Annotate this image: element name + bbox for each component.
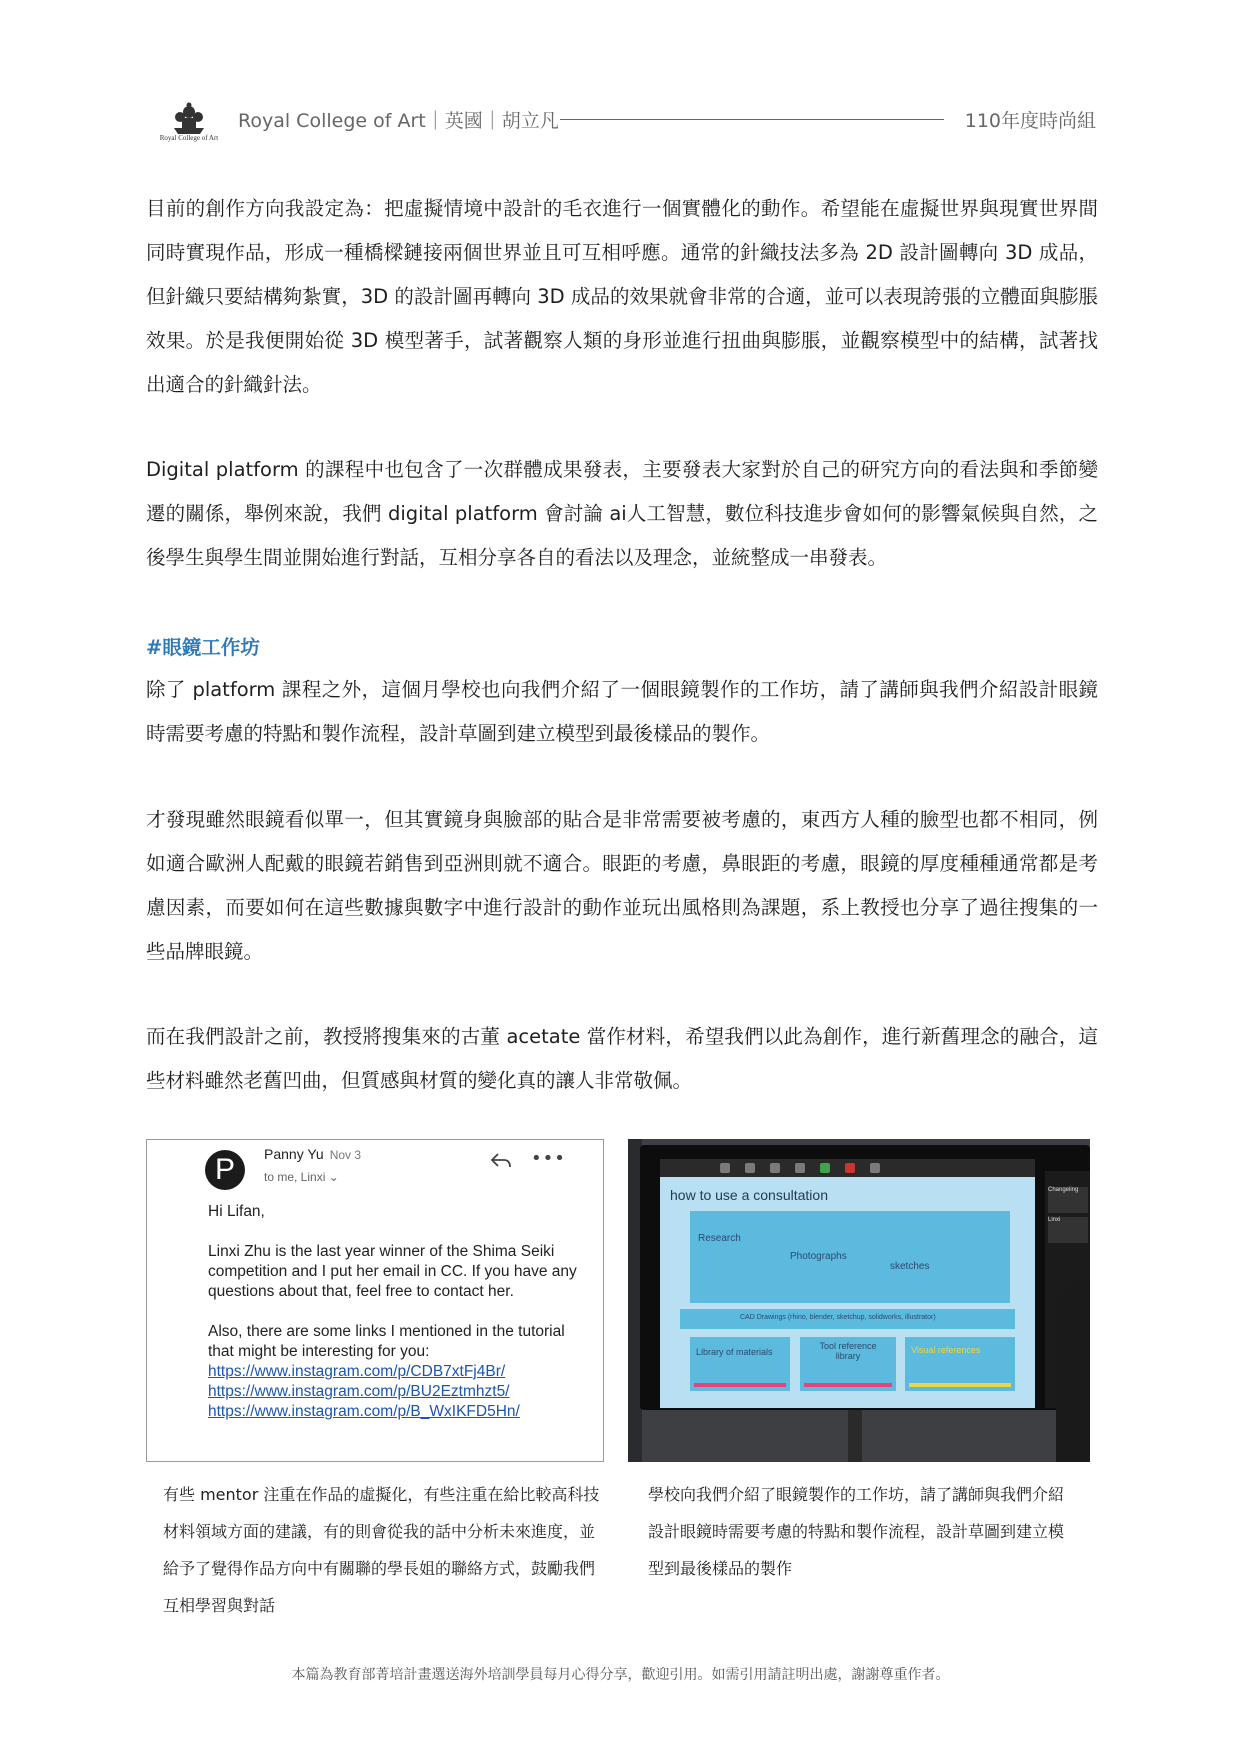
share-screen-icon <box>820 1163 830 1173</box>
slide-label-visual: Visual references <box>911 1345 981 1355</box>
paragraph-text: 才發現雖然眼鏡看似單一，但其實鏡身與臉部的貼合是非常需要被考慮的，東西方人種的臉型也都不相同，例如適合歐洲人配戴的眼鏡若銷售到亞洲則就不適合。眼距的考慮，鼻眼距的考慮，眼鏡的厚度種種通常都是考慮因素，而要如何在這些數據與數字中進行設計的動作並玩出風格則為課題，系上教授也分享了過往搜集的一些品牌眼鏡。 <box>146 808 1098 963</box>
email-recipients: to me, Linxi ⌄ <box>264 1170 339 1184</box>
toolbar-icon <box>770 1163 780 1173</box>
email-body <box>208 1202 578 1422</box>
reply-icon <box>489 1150 513 1172</box>
page-footer: 本篇為教育部菁培計畫選送海外培訓學員每月心得分享，歡迎引用。如需引用請註明出處，謝謝尊重作者。 <box>291 1667 950 1683</box>
email-paragraph-2: Also, there are some links I mentioned in the tutorial that might be interesting for you: <box>208 1323 565 1360</box>
slide-label-research: Research <box>698 1233 741 1244</box>
slide-bar <box>804 1383 892 1387</box>
email-screenshot <box>146 1139 604 1462</box>
paragraph-4 <box>146 798 1098 974</box>
caption-left: 有些 mentor 注重在作品的虛擬化，有些注重在給比較高科技材料領域方面的建議，有的則會從我的話中分析未來進度，並給予了覺得作品方向中有關聯的學長姐的聯絡方式，鼓勵我們互相學習與對話 <box>163 1485 600 1615</box>
paragraph-text: 目前的創作方向我設定為：把虛擬情境中設計的毛衣進行一個實體化的動作。希望能在虛擬世界與現實世界間同時實現作品，形成一種橋樑鏈接兩個世界並且可互相呼應。通常的針織技法多為 2D 設計圖轉向 3D 成品，但針織只要結構夠紮實，3D 的設計圖再轉向 3D 成品的效果就會非常的合適，並可以表現誇張的立體面與膨脹效果。於是我便開始從 3D 模型著手，試著觀察人類的身形並進行扭曲與膨脹，並觀察模型中的結構，試著找出適合的針織針法。 <box>146 197 1098 396</box>
slide-bar <box>909 1383 1011 1387</box>
consultation-photo <box>628 1139 1090 1462</box>
paragraph-2 <box>146 448 1098 580</box>
more-options-icon: ••• <box>531 1148 566 1169</box>
section-heading: #眼鏡工作坊 <box>146 636 260 659</box>
slide-label-tool: Tool reference library <box>819 1341 877 1361</box>
slide-box-library <box>690 1337 790 1391</box>
slide-box-cad <box>680 1309 1015 1329</box>
sender-name: Panny Yu <box>264 1146 324 1162</box>
presentation-slide <box>660 1177 1035 1408</box>
header-divider <box>560 119 944 120</box>
toolbar-icon <box>870 1163 880 1173</box>
slide-label-photographs: Photographs <box>790 1251 847 1262</box>
slide-label-cad: CAD Drawings (rhino, blender, sketchup, solidworks, illustrator) <box>740 1314 936 1321</box>
slide-title: how to use a consultation <box>670 1187 828 1203</box>
toolbar-icon <box>745 1163 755 1173</box>
toolbar-icon <box>720 1163 730 1173</box>
slide-label-library: Library of materials <box>696 1347 773 1357</box>
email-link: https://www.instagram.com/p/CDB7xtFj4Br/ <box>208 1363 506 1380</box>
paragraph-3 <box>146 668 1098 756</box>
paragraph-5 <box>146 1015 1098 1103</box>
participant-tile: Changeling <box>1048 1187 1088 1213</box>
paragraph-text: 而在我們設計之前，教授將搜集來的古董 acetate 當作材料，希望我們以此為創作，進行新舊理念的融合，這些材料雖然老舊凹曲，但質感與材質的變化真的讓人非常敬佩。 <box>146 1025 1098 1092</box>
monitor-frame <box>640 1145 1090 1410</box>
email-sender <box>264 1146 361 1162</box>
record-icon <box>845 1163 855 1173</box>
paragraph-1 <box>146 187 1098 407</box>
logo-caption: Royal College of Art <box>159 134 219 142</box>
header-title: Royal College of Art｜英國｜胡立凡 <box>238 110 559 132</box>
paragraph-text: Digital platform 的課程中也包含了一次群體成果發表，主要發表大家對於自己的研究方向的看法與和季節變遷的關係，舉例來說，我們 digital platform 會討論 ai人工智慧，數位科技進步會如何的影響氣候與自然，之後學生與學生間並開始進行對話，互相分享各自的看法以及理念，並統整成一串發表。 <box>146 458 1098 569</box>
email-greeting: Hi Lifan, <box>208 1203 265 1220</box>
sender-avatar: P <box>205 1150 245 1190</box>
email-link: https://www.instagram.com/p/BU2Eztmhzt5/ <box>208 1383 510 1400</box>
email-links <box>208 1362 578 1422</box>
slide-box-visual <box>905 1337 1015 1391</box>
header-category: 110年度時尚組 <box>964 110 1096 132</box>
monitor-stand <box>848 1410 862 1462</box>
slide-label-sketches: sketches <box>890 1261 930 1272</box>
slide-box-top <box>690 1211 1010 1303</box>
email-date: Nov 3 <box>329 1148 362 1162</box>
person-silhouette <box>1056 1279 1090 1462</box>
paragraph-text: 除了 platform 課程之外，這個月學校也向我們介紹了一個眼鏡製作的工作坊，請了講師與我們介紹設計眼鏡時需要考慮的特點和製作流程，設計草圖到建立模型到最後樣品的製作。 <box>146 678 1098 745</box>
zoom-toolbar <box>660 1159 1035 1177</box>
slide-box-tool <box>800 1337 896 1391</box>
slide-bar <box>694 1383 786 1387</box>
caption-right: 學校向我們介紹了眼鏡製作的工作坊，請了講師與我們介紹設計眼鏡時需要考慮的特點和製作流程，設計草圖到建立模型到最後樣品的製作 <box>648 1485 1065 1578</box>
email-paragraph-1: Linxi Zhu is the last year winner of the Shima Seiki competition and I put her email in CC. If you have any questions about that, feel free to contact her. <box>208 1243 577 1300</box>
toolbar-icon <box>795 1163 805 1173</box>
participant-tile: Linxi <box>1048 1217 1088 1243</box>
email-link: https://www.instagram.com/p/B_WxIKFD5Hn/ <box>208 1403 520 1420</box>
page-header <box>150 96 1096 146</box>
